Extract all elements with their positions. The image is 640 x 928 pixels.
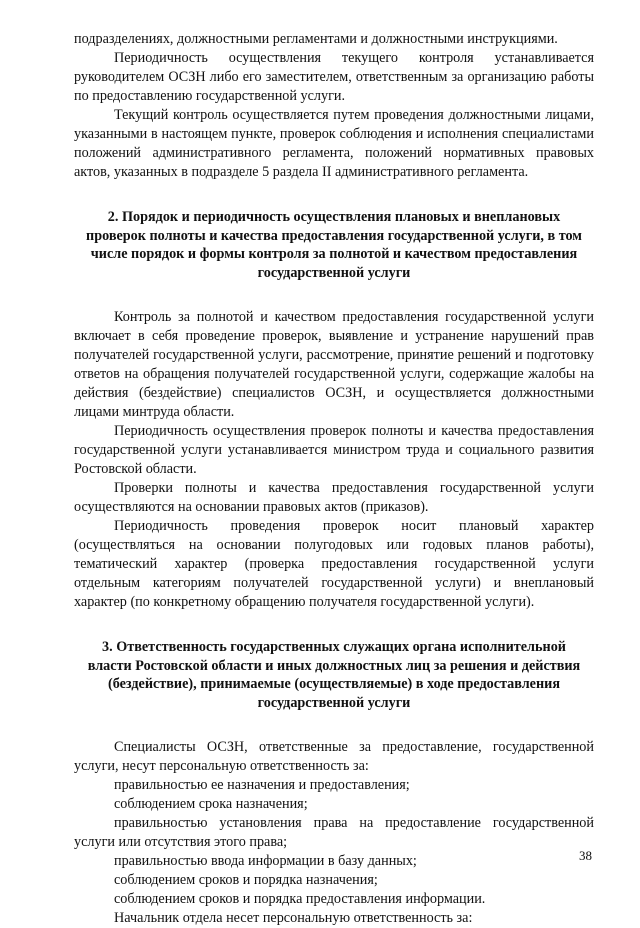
responsibility-item: правильностью ее назначения и предоставления; xyxy=(114,777,410,793)
section-2-paragraph: Проверки полноты и качества предоставления государственной услуги осуществляются на основании правовых актов (приказов). xyxy=(74,480,594,515)
section-2-paragraph: Периодичность осуществления проверок полноты и качества предоставления государственной услуги устанавливается министром труда и социального развития Ростовской области. xyxy=(74,423,594,477)
section-2-paragraph: Контроль за полнотой и качеством предоставления государственной услуги включает в себя проведение проверок, выявление и устранение нарушений прав получателей государственной услуги, рассмотрение, принятие решений и подготовку ответов на обращения получателей государственной услуги, содержащие жалобы на действия (бездействие) специалистов ОСЗН, и осуществляется должностными лицами минтруда области. xyxy=(74,309,594,420)
section-3-intro: Специалисты ОСЗН, ответственные за предоставление, государственной услуги, несут персональную ответственность за: xyxy=(74,739,594,774)
responsibility-item: правильностью установления права на предоставление государственной услуги или отсутствия этого права; xyxy=(74,815,594,850)
section-3-closing: Начальник отдела несет персональную ответственность за: xyxy=(114,910,473,926)
document-body xyxy=(74,30,594,928)
section-2-heading: 2. Порядок и периодичность осуществления плановых и внеплановых проверок полноты и качества предоставления государственной услуги, в том числе порядок и формы контроля за полнотой и качеством предоставления государственной услуги xyxy=(86,209,582,281)
page-number: 38 xyxy=(579,848,592,863)
paragraph-current-control: Текущий контроль осуществляется путем проведения должностными лицами, указанными в настоящем пункте, проверок соблюдения и исполнения специалистами положений административного регламента, положений нормативных правовых актов, указанных в подразделе 5 раздела II административного регламента. xyxy=(74,107,594,180)
paragraph-continuation: подразделениях, должностными регламентами и должностными инструкциями. xyxy=(74,31,558,47)
responsibility-item: соблюдением сроков и порядка назначения; xyxy=(114,872,378,888)
responsibility-item: соблюдением сроков и порядка предоставления информации. xyxy=(114,891,486,907)
responsibility-item: правильностью ввода информации в базу данных; xyxy=(114,853,417,869)
paragraph-control-periodicity: Периодичность осуществления текущего контроля устанавливается руководителем ОСЗН либо его заместителем, ответственным за организацию работы по предоставлению государственной услуги. xyxy=(74,50,594,104)
section-3-heading: 3. Ответственность государственных служащих органа исполнительной власти Ростовской области и иных должностных лиц за решения и действия (бездействие), принимаемые (осуществляемые) в ходе предоставления государственной услуги xyxy=(87,639,581,711)
responsibility-item: соблюдением срока назначения; xyxy=(114,796,308,812)
section-2-paragraph: Периодичность проведения проверок носит плановый характер (осуществляться на основании полугодовых или годовых планов работы), тематический характер (проверка предоставления государственной услуги отдельным категориям получателей государственной услуги) и внеплановый характер (по конкретному обращению получателя государственной услуги). xyxy=(74,518,594,610)
